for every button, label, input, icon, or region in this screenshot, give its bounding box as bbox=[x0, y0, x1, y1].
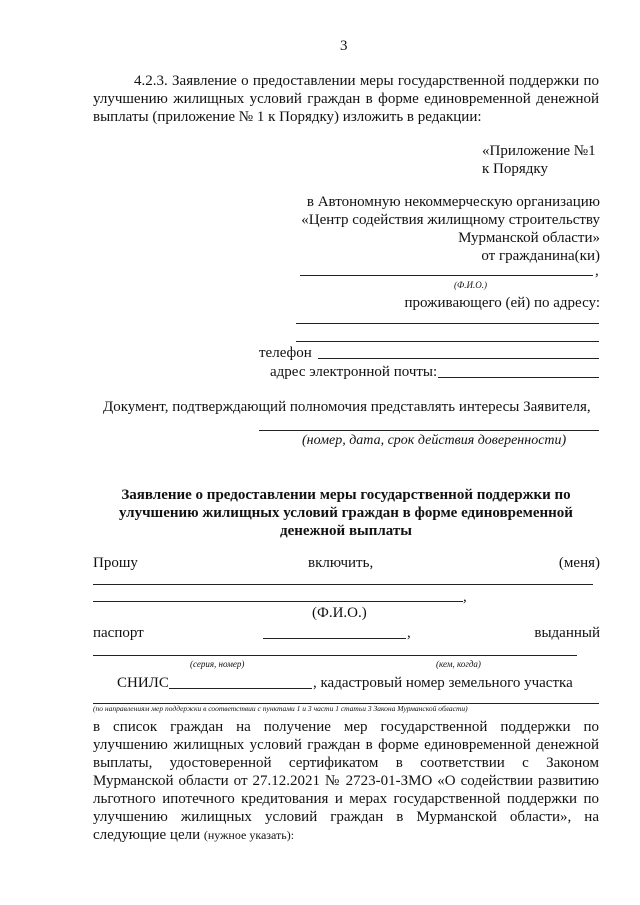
page-number: 3 bbox=[340, 38, 348, 54]
request-word-ask: Прошу bbox=[93, 555, 138, 571]
request-line-2 bbox=[93, 601, 463, 602]
address-line-2 bbox=[296, 341, 599, 342]
body-line-1: в список граждан на получение мер государственной поддержки по bbox=[93, 719, 599, 735]
phone-line bbox=[318, 358, 599, 359]
address-line-1 bbox=[296, 323, 599, 324]
appendix-subtitle: к Порядку bbox=[482, 161, 548, 177]
support-footnote: (по направлениям мер поддержки в соответствии с пунктами 1 и 3 части 1 статьи 3 Закона Мурманской области) bbox=[93, 704, 468, 713]
passport-label: паспорт bbox=[93, 625, 144, 641]
snils-line bbox=[169, 688, 312, 689]
body-line-7-main: следующие цели bbox=[93, 827, 201, 843]
passport-line bbox=[263, 638, 406, 639]
body-line-7 bbox=[93, 826, 294, 844]
applicant-fio-caption: (Ф.И.О.) bbox=[454, 280, 487, 290]
email-line bbox=[438, 377, 599, 378]
addressee-line-3: Мурманской области» bbox=[458, 230, 600, 246]
request-comma: , bbox=[463, 589, 467, 605]
intro-line-2: улучшению жилищных условий граждан в форме единовременной денежной bbox=[93, 91, 599, 107]
issued-label: выданный bbox=[534, 625, 600, 641]
applicant-fio-comma: , bbox=[595, 263, 599, 279]
email-label: адрес электронной почты: bbox=[270, 364, 438, 380]
body-line-5: льготного ипотечного кредитования и мерах государственной поддержки по bbox=[93, 791, 599, 807]
authority-line bbox=[259, 430, 599, 431]
series-caption: (серия, номер) bbox=[190, 659, 245, 669]
phone-label: телефон bbox=[259, 345, 312, 361]
body-line-6: улучшению жилищных условий граждан в Мурманской области», на bbox=[93, 809, 599, 825]
form-title-line-3: денежной выплаты bbox=[279, 523, 413, 539]
appendix-title: «Приложение №1 bbox=[482, 143, 596, 159]
issued-line bbox=[93, 655, 577, 656]
request-fio-caption: (Ф.И.О.) bbox=[312, 605, 367, 621]
intro-line-3: выплаты (приложение № 1 к Порядку) изложить в редакции: bbox=[93, 109, 482, 125]
authority-caption: (номер, дата, срок действия доверенности) bbox=[302, 433, 567, 448]
form-title-line-2: улучшению жилищных условий граждан в форме единовременной bbox=[119, 505, 573, 521]
snils-label: СНИЛС bbox=[117, 675, 169, 691]
addressee-line-1: в Автономную некоммерческую организацию bbox=[306, 194, 600, 210]
addressee-line-4: от гражданина(ки) bbox=[481, 248, 600, 264]
addressee-line-2: «Центр содействия жилищному строительству bbox=[301, 212, 600, 228]
body-line-4: Мурманской области от 27.12.2021 № 2723-01-ЗМО «О содействии развитию bbox=[93, 773, 599, 789]
cadastral-label: , кадастровый номер земельного участка bbox=[313, 675, 573, 691]
body-line-3: выплаты, удостоверенной сертификатом в соответствии с Законом bbox=[93, 755, 599, 771]
body-line-7-note: (нужное указать): bbox=[203, 828, 295, 842]
issued-by-caption: (кем, когда) bbox=[436, 659, 481, 669]
authority-text: Документ, подтверждающий полномочия представлять интересы Заявителя, bbox=[103, 399, 591, 415]
request-line-1 bbox=[93, 584, 593, 585]
body-line-2: улучшению жилищных условий граждан в форме единовременной денежной bbox=[93, 737, 599, 753]
applicant-fio-line bbox=[300, 275, 593, 276]
residing-label: проживающего (ей) по адресу: bbox=[404, 295, 600, 311]
request-word-include: включить, bbox=[308, 555, 374, 571]
passport-comma: , bbox=[407, 625, 411, 641]
request-word-me: (меня) bbox=[558, 555, 600, 571]
form-title-line-1: Заявление о предоставлении меры государственной поддержки по bbox=[121, 487, 571, 503]
intro-line-1: 4.2.3. Заявление о предоставлении меры государственной поддержки по bbox=[134, 73, 599, 89]
